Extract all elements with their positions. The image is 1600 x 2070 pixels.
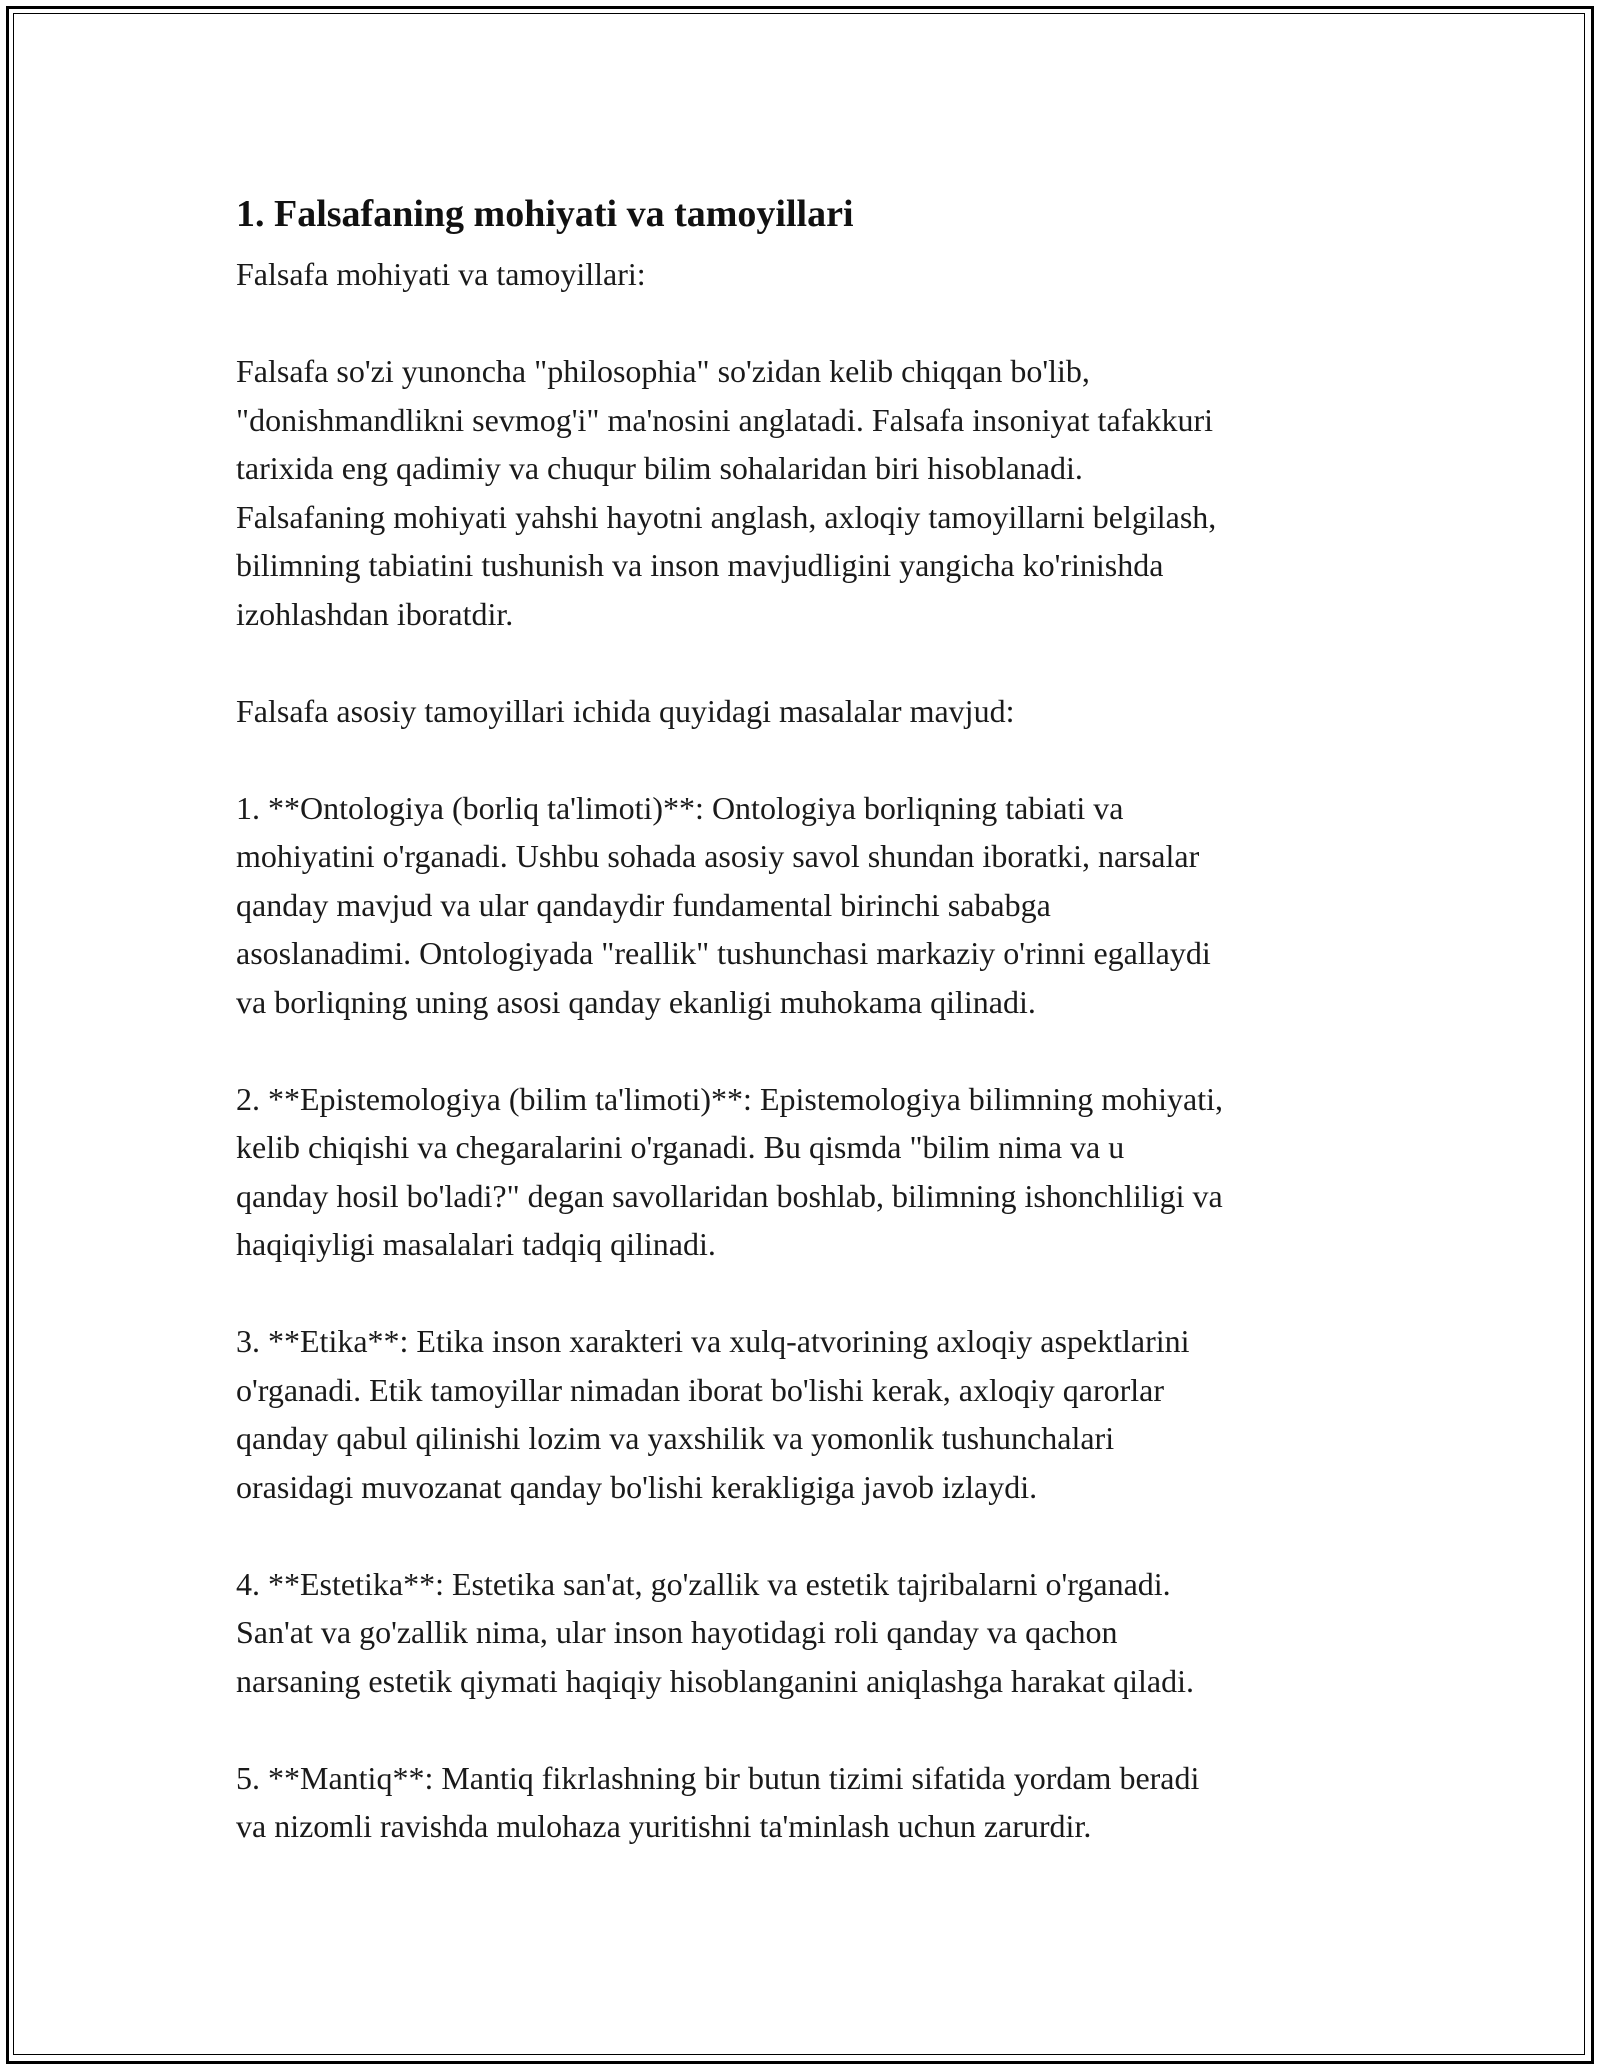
list-item-logic: 5. **Mantiq**: Mantiq fikrlashning bir butun tizimi sifatida yordam beradi va nizomli ravishda mulohaza yuritishni ta'minlash uchun zarurdir. — [236, 1759, 1200, 1844]
list-item-aesthetics: 4. **Estetika**: Estetika san'at, go'zallik va estetik tajribalarni o'rganadi. San'at va go'zallik nima, ular inson hayotidagi roli qanday va qachon narsaning estetik qiymati haqiqiy hisoblanganini aniqlashga harakat qiladi. — [236, 1565, 1194, 1699]
document-heading: 1. Falsafaning mohiyati va tamoyillari — [236, 193, 854, 235]
paragraph-principles-intro: Falsafa asosiy tamoyillari ichida quyidagi masalalar mavjud: — [236, 692, 1015, 729]
list-item-ethics: 3. **Etika**: Etika inson xarakteri va xulq-atvorining axloqiy aspektlarini o'rganadi. Etik tamoyillar nimadan iborat bo'lishi kerak, axloqiy qarorlar qanday qabul qilinishi lozim va yaxshilik va yomonlik tushunchalari orasidagi muvozanat qanday bo'lishi kerakligiga javob izlaydi. — [236, 1323, 1190, 1505]
list-item-epistemology: 2. **Epistemologiya (bilim ta'limoti)**: Epistemologiya bilimning mohiyati, kelib chiqishi va chegaralarini o'rganadi. Bu qismda "bilim nima va u qanday hosil bo'ladi?" degan savollaridan boshlab, bilimning ishonchliligi va haqiqiyligi masalalari tadqiq qilinadi. — [236, 1080, 1224, 1262]
list-item-ontology: 1. **Ontologiya (borliq ta'limoti)**: Ontologiya borliqning tabiati va mohiyatini o'rganadi. Ushbu sohada asosiy savol shundan iboratki, narsalar qanday mavjud va ular qandaydir fundamental birinchi sababga asoslanadimi. Ontologiyada "reallik" tushunchasi markaziy o'rinni egallaydi va borliqning uning asosi qanday ekanligi muhokama qilinadi. — [236, 789, 1211, 1020]
document-body — [236, 186, 1386, 1899]
paragraph-definition: Falsafa so'zi yunoncha "philosophia" so'zidan kelib chiqqan bo'lib, "donishmandlikni sevmog'i" ma'nosini anglatadi. Falsafa insoniyat tafakkuri tarixida eng qadimiy va chuqur bilim sohalaridan biri hisoblanadi. Falsafaning mohiyati yahshi hayotni anglash, axloqiy tamoyillarni belgilash, bilimning tabiatini tushunish va inson mavjudligini yangicha ko'rinishda izohlashdan iboratdir. — [236, 353, 1217, 632]
intro-line: Falsafa mohiyati va tamoyillari: — [236, 256, 646, 292]
